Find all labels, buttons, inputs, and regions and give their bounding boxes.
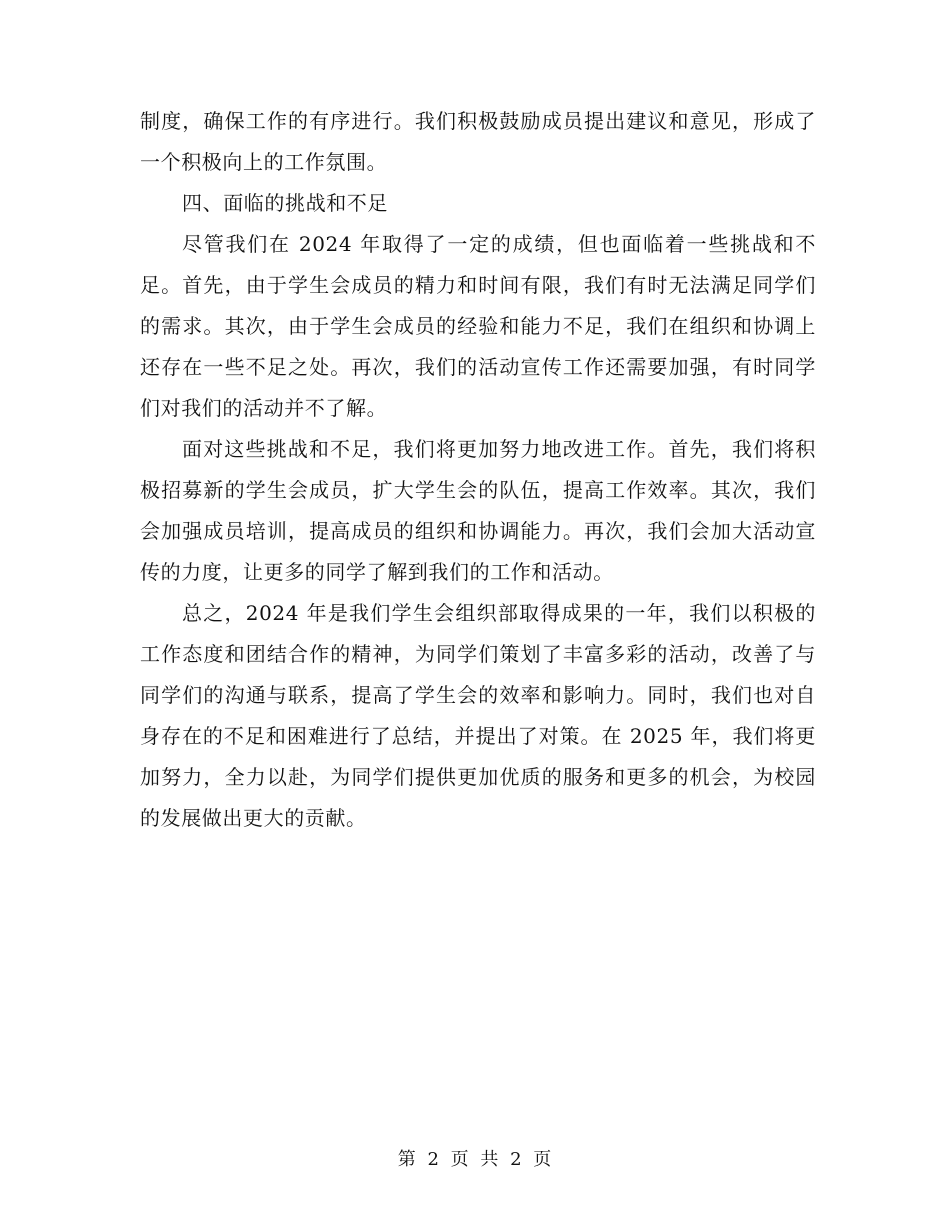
section-heading-challenges: 四、面临的挑战和不足 [182, 191, 388, 215]
paragraph-challenges: 尽管我们在 2024 年取得了一定的成绩，但也面临着一些挑战和不足。首先，由于学生会成员的精力和时间有限，我们有时无法满足同学们的需求。其次，由于学生会成员的经验和能力不足，我们在组织和协调上还存在一些不足之处。再次，我们的活动宣传工作还需要加强，有时同学们对我们的活动并不了解。 [140, 232, 816, 420]
document-body [140, 101, 816, 839]
paragraph-improvements: 面对这些挑战和不足，我们将更加努力地改进工作。首先，我们将积极招募新的学生会成员，扩大学生会的队伍，提高工作效率。其次，我们会加强成员培训，提高成员的组织和协调能力。再次，我们会加大活动宣传的力度，让更多的同学了解到我们的工作和活动。 [140, 437, 816, 584]
paragraph-continued: 制度，确保工作的有序进行。我们积极鼓励成员提出建议和意见，形成了一个积极向上的工作氛围。 [140, 109, 816, 174]
page-number-footer: 第 2 页 共 2 页 [397, 1149, 553, 1170]
paragraph-conclusion: 总之，2024 年是我们学生会组织部取得成果的一年，我们以积极的工作态度和团结合作的精神，为同学们策划了丰富多彩的活动，改善了与同学们的沟通与联系，提高了学生会的效率和影响力。同时，我们也对自身存在的不足和困难进行了总结，并提出了对策。在 2025 年，我们将更加努力，全力以赴，为同学们提供更加优质的服务和更多的机会，为校园的发展做出更大的贡献。 [140, 601, 816, 830]
